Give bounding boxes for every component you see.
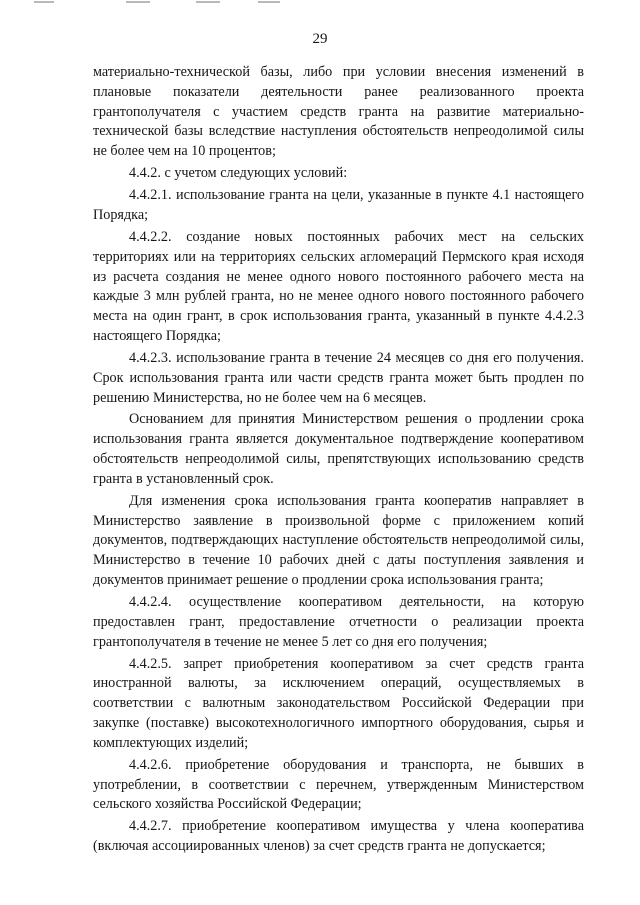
- clause-4-4-2-4: 4.4.2.4. осуществление кооперативом деятельности, на которую предоставлен грант, предоставление отчетности о реализации проекта грантополучателя в течение не менее 5 лет со дня его получения;: [93, 594, 584, 650]
- clause-4-4-2-3: 4.4.2.3. использование гранта в течение 24 месяцев со дня его получения. Срок использования гранта или части средств гранта может быть продлен по решению Министерства, но не более чем на 6 месяцев.: [93, 349, 584, 406]
- scan-edge-marks: [0, 0, 640, 6]
- clause-4-4-2: 4.4.2. с учетом следующих условий:: [129, 165, 348, 182]
- clause-4-4-2-7: 4.4.2.7. приобретение кооперативом имущества у члена кооператива (включая ассоциированных членов) за счет средств гранта не допускается;: [93, 818, 584, 855]
- clause-4-4-2-6: 4.4.2.6. приобретение оборудования и транспорта, не бывших в употреблении, в соответствии с перечнем, утвержденным Министерством сельского хозяйства Российской Федерации;: [93, 756, 584, 813]
- extension-procedure-paragraph: Для изменения срока использования гранта кооператив направляет в Министерство заявление в произвольной форме с приложением копий документов, подтверждающих наступление обстоятельств непреодолимой силы, Министерство в течение 10 рабочих дней с даты поступления заявления и документов принимает решение о продлении срока использования гранта;: [93, 492, 584, 589]
- extension-grounds-paragraph: Основанием для принятия Министерством решения о продлении срока использования гранта является документальное подтверждение кооперативом обстоятельств непреодолимой силы, препятствующих использованию средств гранта в установленный срок.: [93, 411, 584, 487]
- page-number: 29: [312, 31, 328, 47]
- clause-4-4-2-1: 4.4.2.1. использование гранта на цели, указанные в пункте 4.1 настоящего Порядка;: [93, 187, 584, 223]
- clause-4-4-2-2: 4.4.2.2. создание новых постоянных рабочих мест на сельских территориях или на территориях сельских агломераций Пермского края исходя из расчета создания не менее одного нового постоянного рабочего места на каждые 3 млн рублей гранта, но не менее одного нового постоянного рабочего места на один грант, в срок использования гранта, указанный в пункте 4.4.2.3 настоящего Порядка;: [93, 228, 584, 344]
- paragraph-continuation: материально-технической базы, либо при условии внесения изменений в плановые показатели деятельности ранее реализованного проекта грантополучателя с участием средств гранта на развитие материально-технической базы вследствие наступления обстоятельств непреодолимой силы не более чем на 10 процентов;: [93, 64, 584, 160]
- clause-4-4-2-5: 4.4.2.5. запрет приобретения кооперативом за счет средств гранта иностранной валюты, за исключением операций, осуществляемых в соответствии с валютным законодательством Российской Федерации при закупке (поставке) высокотехнологичного импортного оборудования, сырья и комплектующих изделий;: [93, 655, 584, 751]
- body-text: [93, 63, 584, 859]
